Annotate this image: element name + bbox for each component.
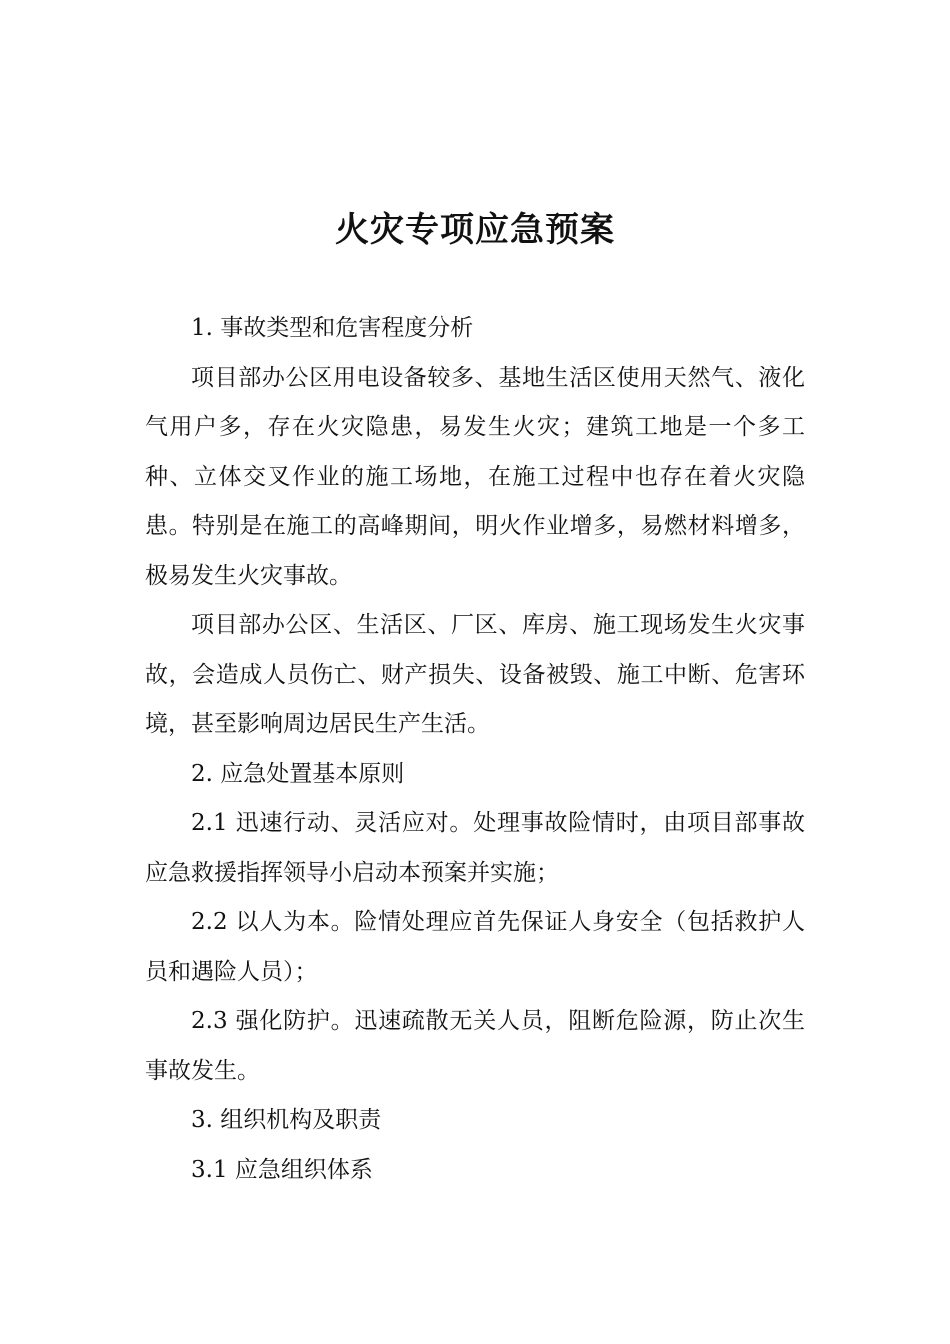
principle-2-1: 2.1 迅速行动、灵活应对。处理事故险情时，由项目部事故应急救援指挥领导小启动本预案并实施； bbox=[145, 810, 805, 886]
document-title: 火灾专项应急预案 bbox=[335, 210, 615, 250]
paragraph-hazard-description: 项目部办公区用电设备较多、基地生活区使用天然气、液化气用户多，存在火灾隐患，易发生火灾；建筑工地是一个多工种、立体交叉作业的施工场地，在施工过程中也存在着火灾隐患。特别是在施工的高峰期间，明火作业增多，易燃材料增多，极易发生火灾事故。 bbox=[145, 364, 805, 589]
subsection-heading-3-1: 3.1 应急组织体系 bbox=[191, 1156, 373, 1183]
document-body bbox=[145, 304, 805, 1195]
paragraph-consequences: 项目部办公区、生活区、厂区、库房、施工现场发生火灾事故，会造成人员伤亡、财产损失、设备被毁、施工中断、危害环境，甚至影响周边居民生产生活。 bbox=[145, 612, 805, 737]
section-heading-2: 2. 应急处置基本原则 bbox=[191, 760, 405, 787]
section-heading-3: 3. 组织机构及职责 bbox=[191, 1107, 382, 1133]
principle-2-2: 2.2 以人为本。险情处理应首先保证人身安全（包括救护人员和遇险人员）； bbox=[145, 909, 805, 985]
principle-2-3: 2.3 强化防护。迅速疏散无关人员，阻断危险源，防止次生事故发生。 bbox=[145, 1008, 805, 1084]
section-heading-1: 1. 事故类型和危害程度分析 bbox=[191, 315, 474, 341]
